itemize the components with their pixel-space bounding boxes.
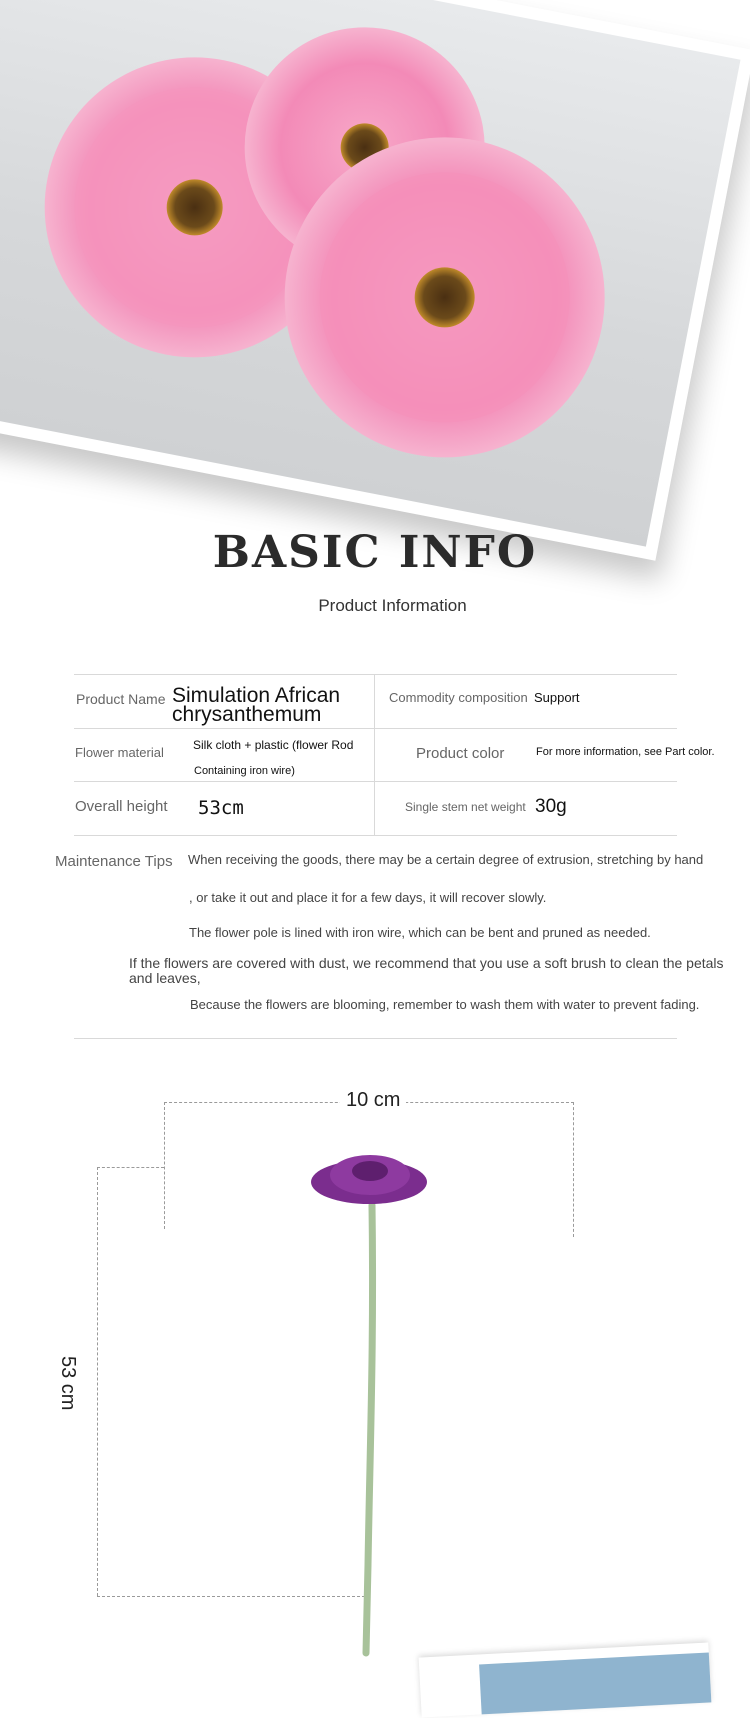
maintenance-tip: The flower pole is lined with iron wire, which can be bent and pruned as needed. [189, 925, 651, 940]
overall-height-label: Overall height [75, 798, 168, 815]
table-row-divider [74, 781, 677, 782]
product-color-label: Product color [416, 745, 505, 762]
width-dimension-tick [164, 1102, 165, 1229]
material-value-line: Silk cloth + plastic (flower Rod [193, 738, 354, 752]
pink-daisies-image [0, 0, 740, 547]
overall-height-value: 53cm [198, 797, 244, 819]
table-bottom-border [74, 835, 677, 836]
maintenance-tip: Because the flowers are blooming, remember to wash them with water to prevent fading. [190, 997, 700, 1012]
maintenance-tip: If the flowers are covered with dust, we recommend that you use a soft brush to clean the petals and leaves, [129, 955, 724, 986]
net-weight-value: 30g [535, 796, 567, 817]
table-row-divider [74, 728, 677, 729]
next-photo-frame [419, 1642, 712, 1717]
material-value-line: Containing iron wire) [194, 765, 295, 777]
hero-photo-frame [0, 0, 750, 561]
product-color-value: For more information, see Part color. [536, 746, 715, 758]
height-dimension-line [97, 1167, 98, 1596]
net-weight-label: Single stem net weight [405, 800, 526, 814]
hero-photo [0, 0, 740, 547]
purple-flower-image [300, 1145, 440, 1665]
section-title: BASIC INFO [212, 527, 538, 578]
table-top-border [74, 674, 677, 675]
maintenance-tip: , or take it out and place it for a few days, it will recover slowly. [189, 890, 547, 905]
section-subtitle: Product Information [318, 596, 467, 615]
section-divider [74, 1038, 677, 1039]
next-photo [479, 1652, 711, 1714]
product-name-line: chrysanthemum [172, 703, 322, 726]
height-dimension-label: 53 cm [54, 1352, 81, 1414]
maintenance-tip: When receiving the goods, there may be a certain degree of extrusion, stretching by hand [188, 852, 704, 867]
composition-value: Support [534, 690, 580, 705]
width-dimension-tick [573, 1102, 574, 1237]
maintenance-label: Maintenance Tips [55, 853, 173, 870]
height-dimension-tick [97, 1167, 164, 1168]
material-label: Flower material [75, 745, 164, 760]
product-name-line: Simulation African [172, 684, 341, 707]
product-name-value [172, 686, 340, 724]
product-name-label: Product Name [76, 691, 166, 707]
width-dimension-label: 10 cm [340, 1089, 406, 1112]
composition-label: Commodity composition [389, 690, 528, 705]
table-column-divider [374, 674, 375, 835]
